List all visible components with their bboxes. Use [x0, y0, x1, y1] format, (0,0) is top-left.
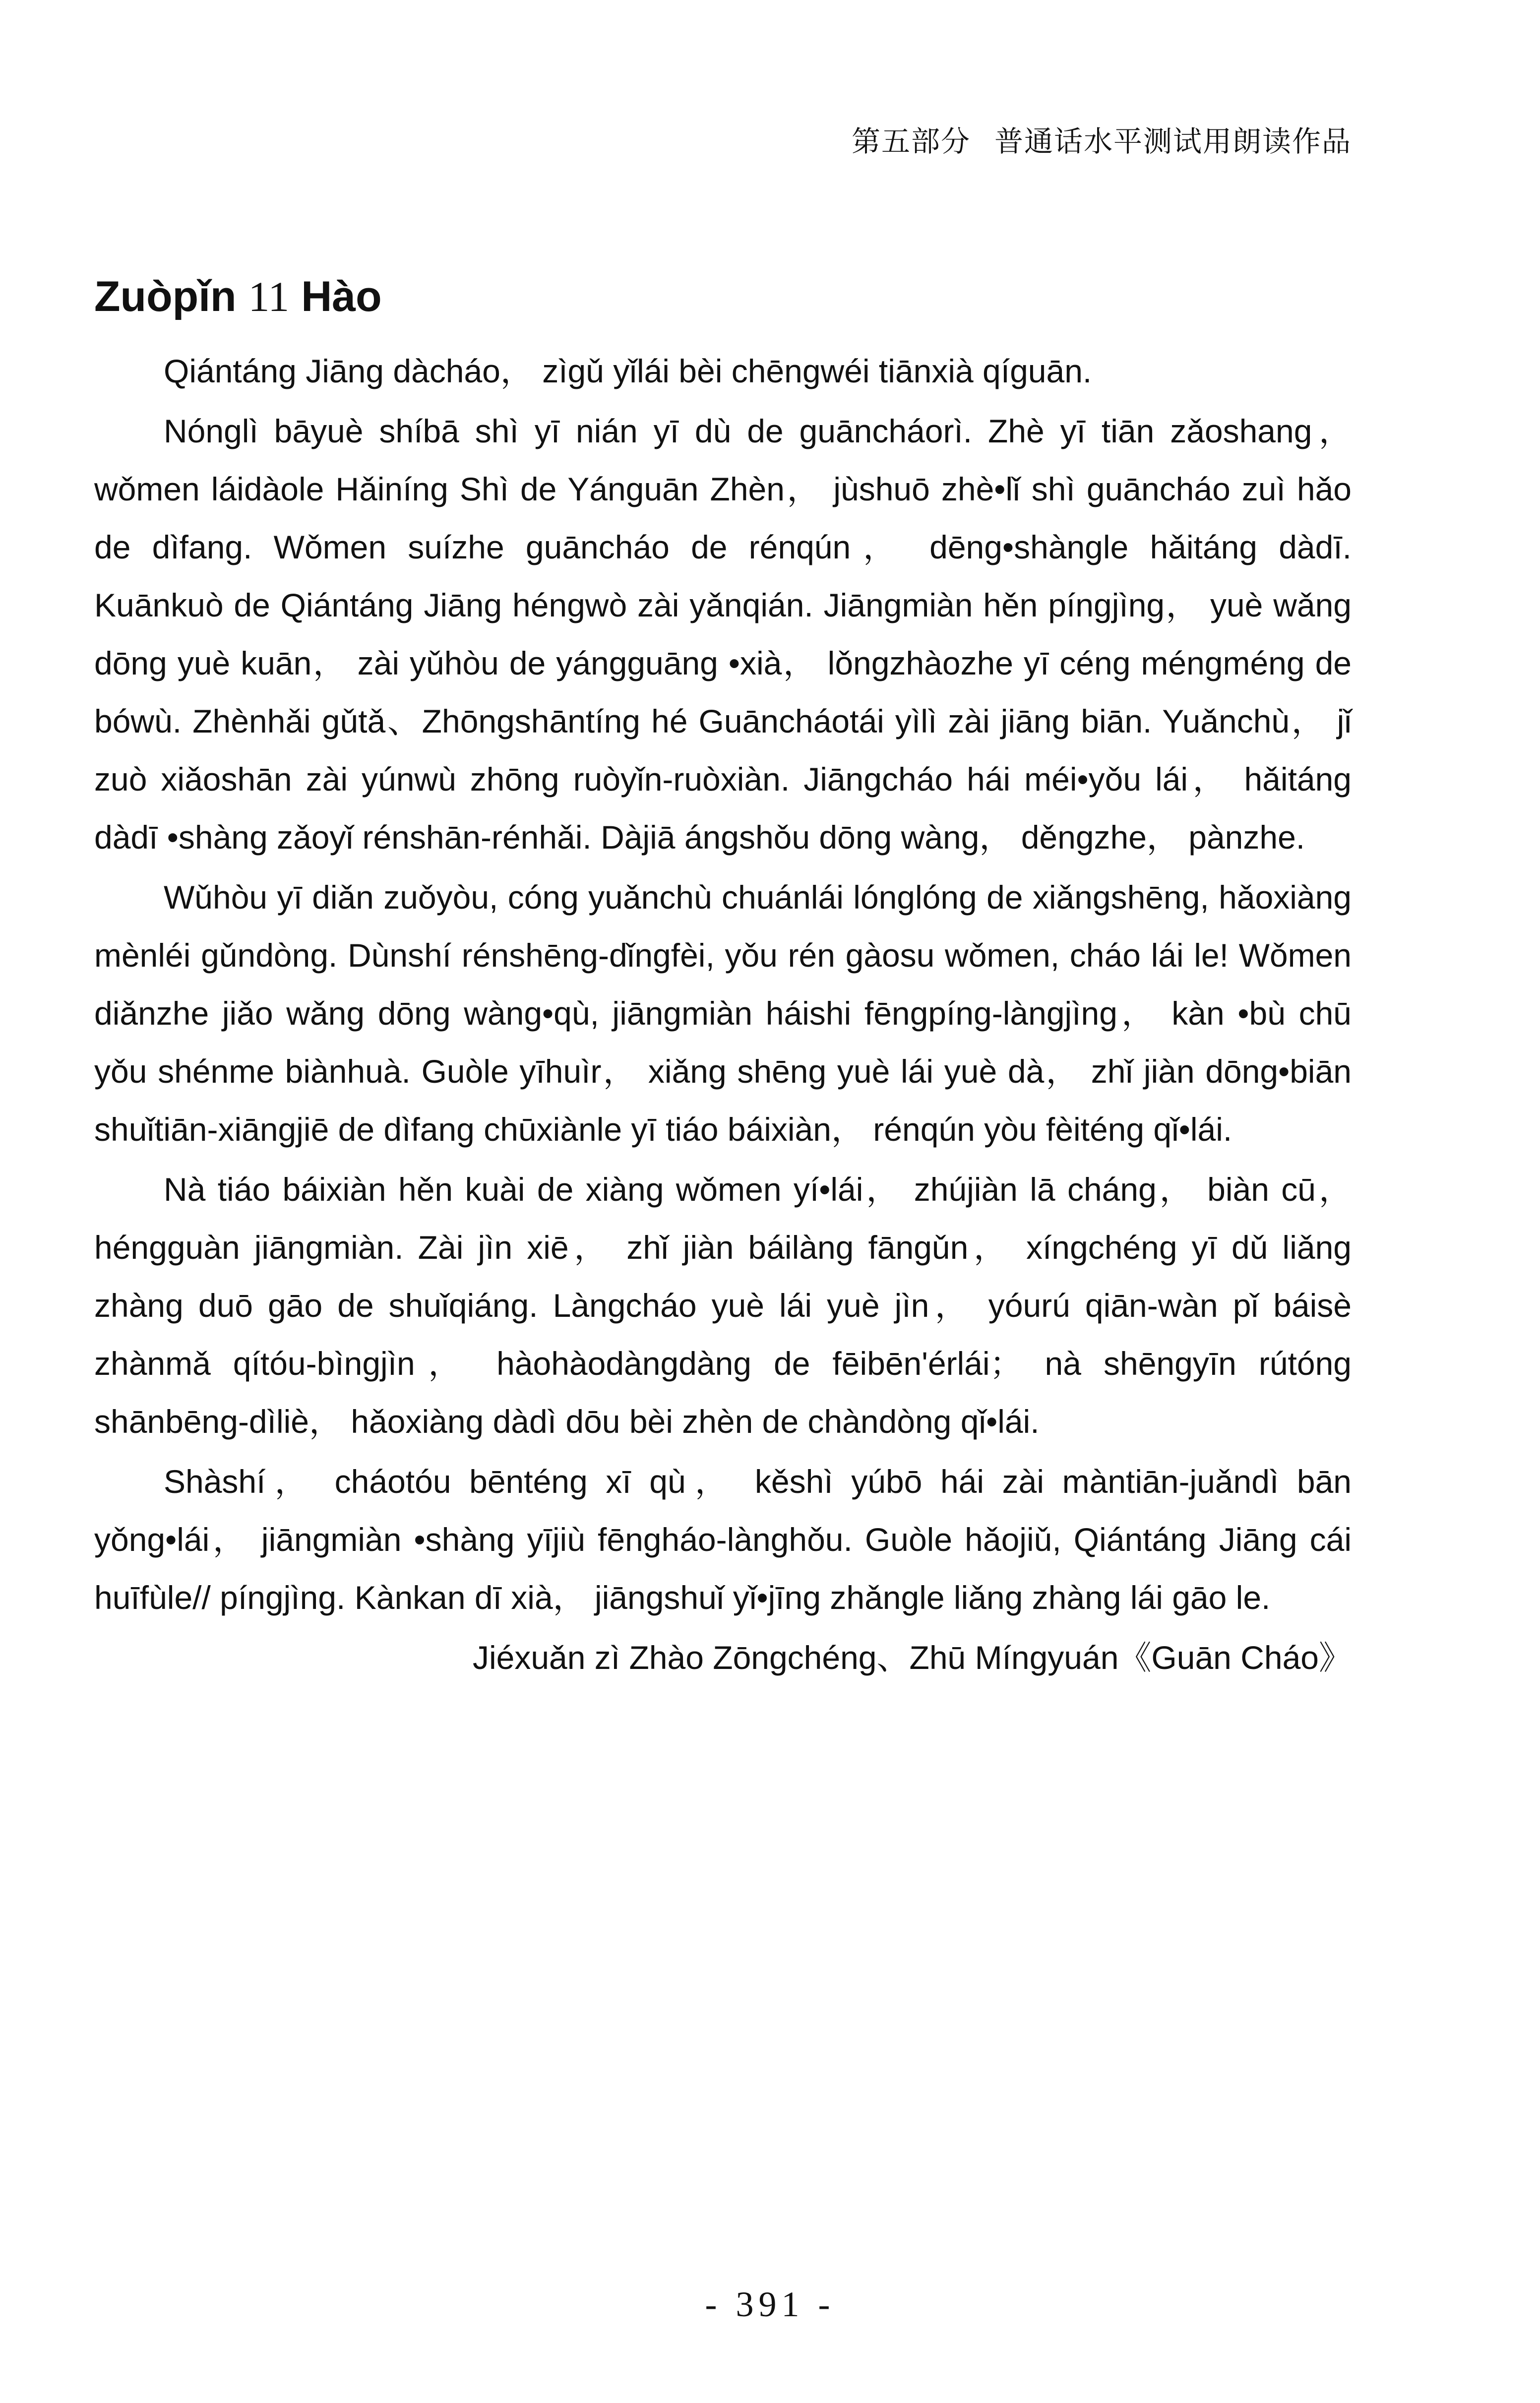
section-label: 第五部分 — [851, 124, 971, 158]
paragraph-2: Nónglì bāyuè shíbā shì yī nián yī dù de guāncháorì. Zhè yī tiān zǎoshang， wǒmen láidàole Hǎiníng Shì de Yánguān Zhèn， jùshuō zhè•lǐ shì guāncháo zuì hǎo de dìfang. Wǒmen suízhe guāncháo de rénqún， dēng•shàngle hǎitáng dàdī. Kuānkuò de Qiántáng Jiāng héngwò zài yǎnqián. Jiāngmiàn hěn píngjìng， yuè wǎng dōng yuè kuān， zài yǔhòu de yángguāng •xià， lǒngzhàozhe yī céng méngméng de bówù. Zhènhǎi gǔtǎ、Zhōngshāntíng hé Guāncháotái yìlì zài jiāng biān. Yuǎnchù， jǐ zuò xiǎoshān zài yúnwù zhōng ruòyǐn-ruòxiàn. Jiāngcháo hái méi•yǒu lái， hǎitáng dàdī •shàng zǎoyǐ rénshān-rénhǎi. Dàjiā ángshǒu dōng wàng， děngzhe， pànzhe. — [94, 413, 1352, 856]
text-body — [94, 342, 1352, 1687]
title-number: 11 — [248, 273, 290, 320]
paragraph-1: Qiántáng Jiāng dàcháo， zìgǔ yǐlái bèi chēngwéi tiānxià qíguān. — [164, 353, 1092, 389]
title-prefix: Zuòpǐn — [94, 273, 237, 320]
running-header — [852, 118, 1352, 160]
source-citation: Jiéxuǎn zì Zhào Zōngchéng、Zhū Míngyuán《Guān Cháo》 — [472, 1639, 1352, 1676]
title-suffix: Hào — [301, 273, 382, 320]
book-title: 普通话水平测试用朗读作品 — [994, 124, 1352, 158]
paragraph-3: Wǔhòu yī diǎn zuǒyòu, cóng yuǎnchù chuánlái lónglóng de xiǎngshēng, hǎoxiàng mènléi gǔndòng. Dùnshí rénshēng-dǐngfèi, yǒu rén gàosu wǒmen, cháo lái le! Wǒmen diǎnzhe jiǎo wǎng dōng wàng•qù, jiāngmiàn háishi fēngpíng-làngjìng， kàn •bù chū yǒu shénme biànhuà. Guòle yīhuìr， xiǎng shēng yuè lái yuè dà， zhǐ jiàn dōng•biān shuǐtiān-xiāngjiē de dìfang chūxiànle yī tiáo báixiàn， rénqún yòu fèiténg qǐ•lái. — [94, 879, 1352, 1148]
paragraph-5: Shàshí， cháotóu bēnténg xī qù， kěshì yúbō hái zài màntiān-juǎndì bān yǒng•lái， jiāngmiàn •shàng yījiù fēngháo-lànghǒu. Guòle hǎojiǔ, Qiántáng Jiāng cái huīfùle// píngjìng. Kànkan dī xià， jiāngshuǐ yǐ•jīng zhǎngle liǎng zhàng lái gāo le. — [94, 1463, 1352, 1616]
page-number: - 391 - — [705, 2284, 835, 2324]
paragraph-4: Nà tiáo báixiàn hěn kuài de xiàng wǒmen yí•lái， zhújiàn lā cháng， biàn cū， héngguàn jiāngmiàn. Zài jìn xiē， zhǐ jiàn báilàng fāngǔn， xíngchéng yī dǔ liǎng zhàng duō gāo de shuǐqiáng. Làngcháo yuè lái yuè jìn， yóurú qiān-wàn pǐ báisè zhànmǎ qítóu-bìngjìn， hàohàodàngdàng de fēibēn'érlái； nà shēngyīn rútóng shānbēng-dìliè， hǎoxiàng dàdì dōu bèi zhèn de chàndòng qǐ•lái. — [94, 1171, 1352, 1440]
work-title — [94, 272, 382, 321]
